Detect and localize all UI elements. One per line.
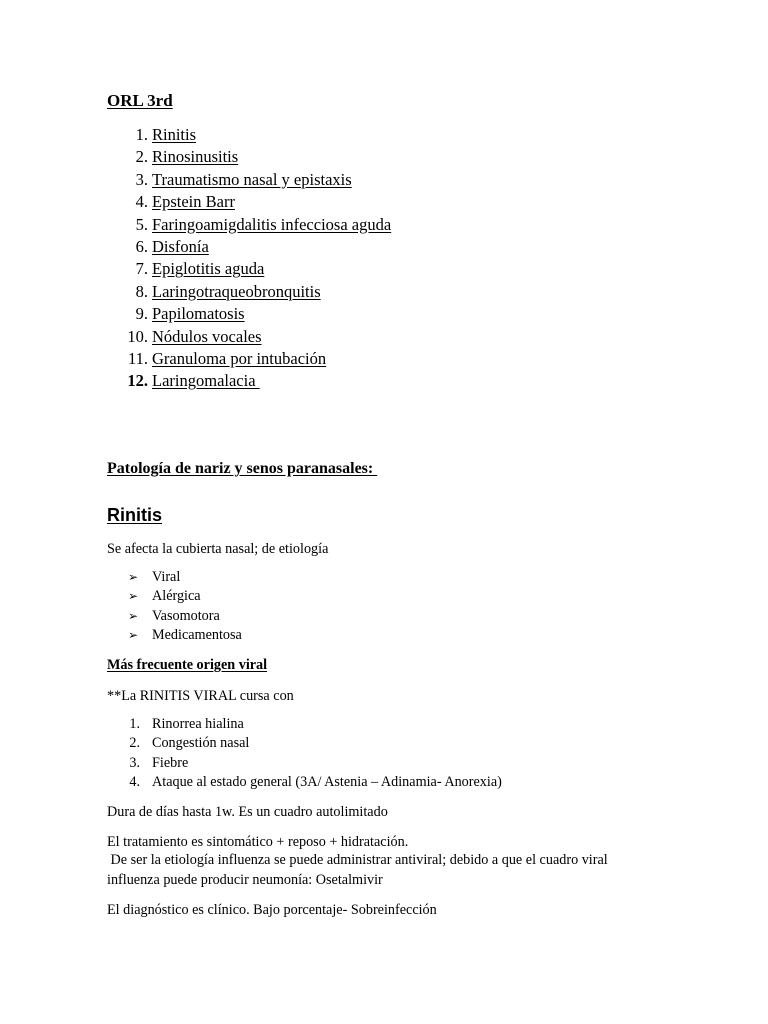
toc-link[interactable]: Laringomalacia bbox=[152, 371, 260, 391]
toc-number: 12. bbox=[127, 371, 148, 391]
toc-number: 5. bbox=[135, 214, 148, 234]
toc-number: 7. bbox=[135, 259, 148, 279]
toc-number: 3. bbox=[135, 169, 148, 189]
toc-number: 1. bbox=[135, 125, 148, 144]
toc-link[interactable]: Disfonía bbox=[152, 236, 209, 256]
rinitis-intro: Se afecta la cubierta nasal; de etiología bbox=[107, 541, 329, 557]
toc-link[interactable]: Laringotraqueobronquitis bbox=[152, 281, 321, 301]
section-heading: Patología de nariz y senos paranasales: bbox=[107, 460, 378, 477]
symptom-number: 2. bbox=[129, 735, 140, 752]
arrow-bullet-icon: ➢ bbox=[128, 570, 139, 584]
etiology-label: Alérgica bbox=[152, 588, 201, 605]
duration-text: Dura de días hasta 1w. Es un cuadro autolimitado bbox=[107, 804, 388, 820]
etiology-label: Viral bbox=[152, 569, 181, 585]
symptom-label: Rinorrea hialina bbox=[152, 716, 244, 732]
toc-number: 6. bbox=[135, 236, 148, 256]
toc-link[interactable]: Rinosinusitis bbox=[152, 147, 239, 167]
toc-number: 9. bbox=[135, 304, 148, 324]
toc-link[interactable]: Epiglotitis aguda bbox=[152, 259, 265, 279]
symptom-label: Congestión nasal bbox=[152, 735, 250, 752]
symptom-label: Fiebre bbox=[152, 754, 189, 771]
toc-number: 10. bbox=[127, 326, 148, 346]
arrow-bullet-icon: ➢ bbox=[128, 589, 139, 604]
symptom-number: 3. bbox=[129, 754, 140, 771]
diagnosis-text: El diagnóstico es clínico. Bajo porcentaje- Sobreinfección bbox=[107, 902, 437, 918]
arrow-bullet-icon: ➢ bbox=[128, 608, 139, 623]
toc-number: 8. bbox=[135, 281, 148, 301]
treatment-text: El tratamiento es sintomático + reposo + hidratación. bbox=[107, 834, 409, 850]
toc-number: 11. bbox=[127, 348, 148, 368]
rinitis-heading: Rinitis bbox=[107, 505, 163, 525]
document-title: ORL 3rd bbox=[107, 91, 173, 110]
toc-link[interactable]: Traumatismo nasal y epistaxis bbox=[152, 169, 352, 189]
arrow-bullet-icon: ➢ bbox=[128, 627, 139, 642]
influenza-text-line-2: influenza puede producir neumonía: Osetalmivir bbox=[107, 872, 383, 888]
etiology-label: Medicamentosa bbox=[152, 626, 242, 643]
symptom-number: 4. bbox=[129, 773, 140, 790]
toc-link[interactable]: Granuloma por intubación bbox=[152, 348, 327, 368]
viral-intro: **La RINITIS VIRAL cursa con bbox=[107, 688, 294, 704]
symptom-number: 1. bbox=[129, 716, 140, 732]
etiology-label: Vasomotora bbox=[152, 607, 220, 624]
influenza-text-line-1: De ser la etiología influenza se puede administrar antiviral; debido a que el cuadro viral bbox=[107, 852, 608, 868]
toc-link[interactable]: Epstein Barr bbox=[152, 192, 235, 212]
toc-link[interactable]: Rinitis bbox=[152, 125, 197, 144]
toc-link[interactable]: Faringoamigdalitis infecciosa aguda bbox=[152, 214, 392, 234]
viral-origin-heading: Más frecuente origen viral bbox=[107, 657, 268, 673]
toc-link[interactable]: Papilomatosis bbox=[152, 304, 245, 324]
toc-number: 2. bbox=[135, 147, 148, 167]
symptom-label: Ataque al estado general (3A/ Astenia – Adinamia- Anorexia) bbox=[152, 773, 502, 790]
toc-link[interactable]: Nódulos vocales bbox=[152, 326, 262, 346]
toc-number: 4. bbox=[135, 192, 148, 212]
